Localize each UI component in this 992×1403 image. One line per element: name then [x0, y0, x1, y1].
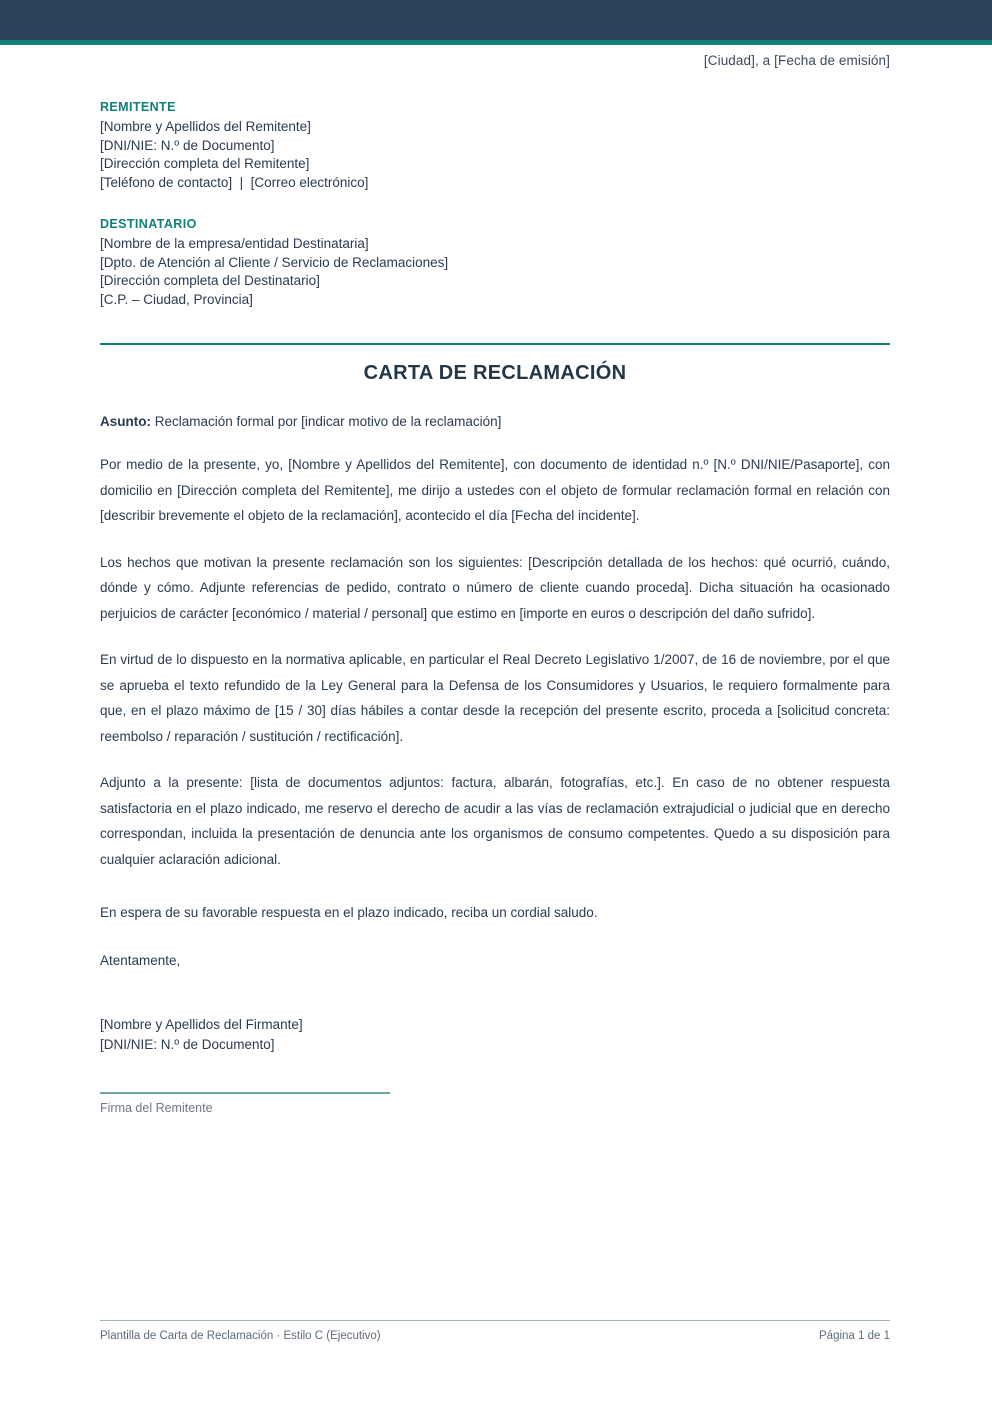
signature-caption: Firma del Remitente: [100, 1101, 213, 1115]
sender-address: [Dirección completa del Remitente]: [100, 156, 310, 171]
footer-template-label: Plantilla de Carta de Reclamación · Estilo C (Ejecutivo): [100, 1330, 381, 1342]
page-title: CARTA DE RECLAMACIÓN: [363, 362, 627, 384]
body-paragraph-2: Los hechos que motivan la presente reclamación son los siguientes: [Descripción detallada de los hechos: qué ocurrió, cuándo, dónde y cómo. Adjunte referencias de pedido, contrato o número de cliente cuando proceda]. Dicha situación ha ocasionado perjuicios de carácter [económico / material / personal] que estimo en [importe en euros o descripción del daño sufrido].: [100, 554, 890, 621]
subject-label: Asunto:: [100, 414, 151, 429]
recipient-department: [Dpto. de Atención al Cliente / Servicio de Reclamaciones]: [100, 254, 449, 270]
footer-page-number: Página 1 de 1: [819, 1330, 890, 1342]
sender-heading: REMITENTE: [100, 100, 176, 114]
sender-document: [DNI/NIE: N.º de Documento]: [100, 137, 275, 153]
recipient-company: [Nombre de la empresa/entidad Destinataria]: [100, 236, 369, 251]
recipient-city: [C.P. – Ciudad, Provincia]: [100, 291, 253, 307]
signature-block: [100, 1015, 890, 1115]
signature-rule: [100, 1092, 390, 1094]
sender-contact: [Teléfono de contacto] | [Correo electrónico]: [100, 174, 369, 190]
date-line: [Ciudad], a [Fecha de emisión]: [703, 53, 890, 68]
footer-row: [100, 1330, 890, 1342]
recipient-block: [100, 217, 890, 309]
subject-text: Reclamación formal por [indicar motivo de la reclamación]: [154, 414, 502, 429]
salutation: Atentamente,: [100, 952, 181, 968]
document-content: [100, 45, 890, 1115]
body-paragraph-4: Adjunto a la presente: [lista de documentos adjuntos: factura, albarán, fotografías, etc.]. En caso de no obtener respuesta satisfactoria en el plazo indicado, me reservo el derecho de acudir a las vías de reclamación extrajudicial o judicial que en derecho correspondan, incluida la presentación de denuncia ante los organismos de consumo competentes. Quedo a su disposición para cualquier aclaración adicional.: [100, 775, 890, 867]
sender-block: [100, 100, 890, 192]
closing-paragraph: En espera de su favorable respuesta en el plazo indicado, reciba un cordial saludo.: [100, 905, 598, 920]
recipient-heading: DESTINATARIO: [100, 217, 197, 231]
header-banner: [0, 0, 992, 40]
footer-divider: [100, 1320, 890, 1321]
signer-name: [Nombre y Apellidos del Firmante]: [100, 1017, 303, 1032]
subject-line: [100, 412, 890, 431]
body-paragraph-1: Por medio de la presente, yo, [Nombre y Apellidos del Remitente], con documento de identidad n.º [N.º DNI/NIE/Pasaporte], con domicilio en [Dirección completa del Remitente], me dirijo a ustedes con el objeto de formular reclamación formal en relación con [describir brevemente el objeto de la reclamación], acontecido el día [Fecha del incidente].: [100, 457, 890, 523]
recipient-address: [Dirección completa del Destinatario]: [100, 273, 320, 288]
body-paragraph-3: En virtud de lo dispuesto en la normativa aplicable, en particular el Real Decreto Legislativo 1/2007, de 16 de noviembre, por el que se aprueba el texto refundido de la Ley General para la Defensa de los Consumidores y Usuarios, le requiero formalmente para que, en el plazo máximo de [15 / 30] días hábiles a contar desde la recepción del presente escrito, proceda a [solicitud concreta: reembolso / reparación / sustitución / rectificación].: [100, 652, 890, 744]
page-footer: [100, 1320, 890, 1342]
signer-document: [DNI/NIE: N.º de Documento]: [100, 1036, 275, 1052]
sender-name: [Nombre y Apellidos del Remitente]: [100, 119, 311, 134]
title-divider: [100, 343, 890, 345]
